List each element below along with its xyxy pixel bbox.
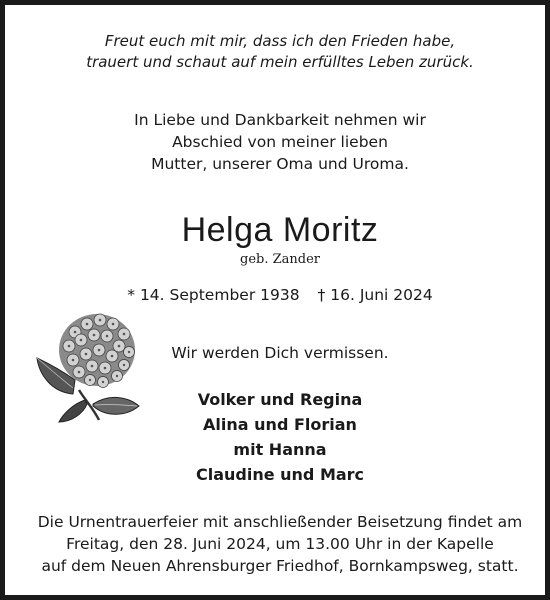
intro-line-1: In Liebe und Dankbarkeit nehmen wir xyxy=(134,111,426,129)
death-date: † 16. Juni 2024 xyxy=(317,286,433,304)
service-line-2: Freitag, den 28. Juni 2024, um 13.00 Uhr in der Kapelle xyxy=(66,535,494,553)
motto-line-2: trauert und schaut auf mein erfülltes Leben zurück. xyxy=(86,53,474,71)
family-line-2: Alina und Florian xyxy=(203,415,357,434)
family-line-3: mit Hanna xyxy=(233,440,327,459)
service-line-3: auf dem Neuen Ahrensburger Friedhof, Bornkampsweg, statt. xyxy=(41,557,519,575)
intro-line-2: Abschied von meiner lieben xyxy=(172,133,388,151)
family-line-4: Claudine und Marc xyxy=(195,465,365,484)
family-line-1: Volker und Regina xyxy=(197,390,363,409)
motto-line-1: Freut euch mit mir, dass ich den Frieden habe, xyxy=(104,32,456,50)
deceased-name: Helga Moritz xyxy=(181,211,379,249)
life-dates xyxy=(5,285,550,305)
service-line-1: Die Urnentrauerfeier mit anschließender Beisetzung findet am xyxy=(37,513,523,531)
maiden-name: geb. Zander xyxy=(240,252,320,267)
intro-line-3: Mutter, unserer Oma und Uroma. xyxy=(151,155,409,173)
miss-text: Wir werden Dich vermissen. xyxy=(171,344,389,362)
birth-date: * 14. September 1938 xyxy=(127,286,300,304)
